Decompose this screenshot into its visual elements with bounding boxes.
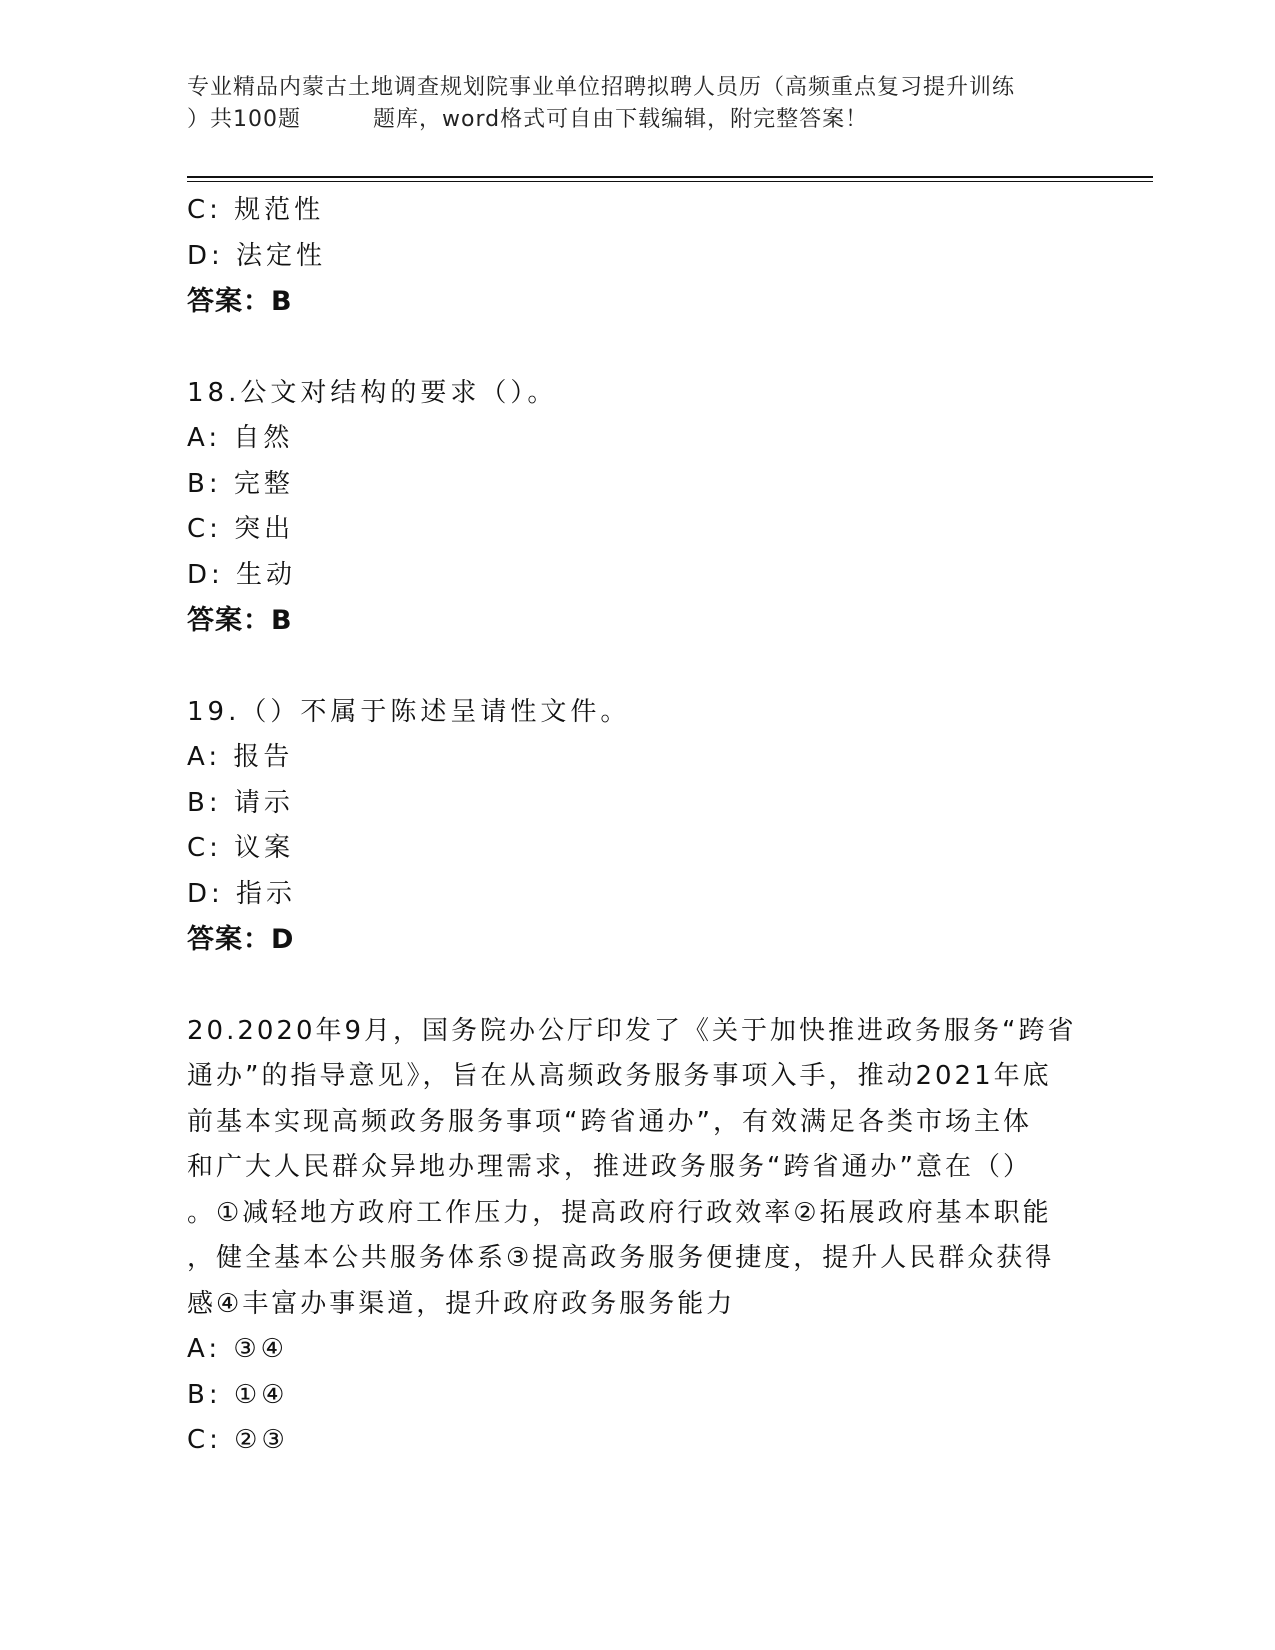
- option-d: D: 法定性: [187, 240, 327, 271]
- option-d: D: 指示: [187, 878, 297, 909]
- answer-line: 答案：B: [187, 605, 293, 636]
- answer-line: 答案：B: [187, 286, 293, 317]
- question-text: 19.（）不属于陈述呈请性文件。: [187, 696, 631, 727]
- question-text-line: 感④丰富办事渠道，提升政府政务服务能力: [187, 1288, 736, 1319]
- question-text: 18.公文对结构的要求（）。: [187, 377, 558, 408]
- question-block-19: [187, 690, 1087, 963]
- question-text-line: 和广大人民群众异地办理需求，推进政务服务“跨省通办”意在（）: [187, 1152, 1032, 1182]
- header-description: 题库，word格式可自由下载编辑，附完整答案！: [373, 107, 869, 132]
- header-title-line-2: [187, 104, 1087, 136]
- option-a: A: 自然: [187, 423, 294, 453]
- question-block-18: [187, 371, 1087, 644]
- question-text-line: 。①减轻地方政府工作压力，提高政府行政效率②拓展政府基本职能: [187, 1197, 1052, 1228]
- answer-line: 答案：D: [187, 924, 295, 955]
- question-block-17: [187, 188, 1087, 325]
- question-text-line: 通办”的指导意见》，旨在从高频政务服务事项入手，推动2021年底: [187, 1061, 1052, 1091]
- option-c: C: ②③: [187, 1425, 289, 1455]
- option-a: A: 报告: [187, 742, 294, 772]
- question-block-20: [187, 1009, 1087, 1464]
- option-d: D: 生动: [187, 559, 297, 590]
- header-title-line-1: 专业精品内蒙古土地调查规划院事业单位招聘拟聘人员历（高频重点复习提升训练: [187, 75, 1016, 100]
- option-c: C: 议案: [187, 833, 295, 863]
- option-a: A: ③④: [187, 1334, 288, 1364]
- question-text: [187, 1009, 1087, 1328]
- page-header: [187, 72, 1087, 136]
- option-b: B: ①④: [187, 1379, 289, 1410]
- header-question-count: ）共100题: [187, 107, 301, 132]
- header-divider-thin: [187, 181, 1153, 182]
- header-divider-thick: [187, 176, 1153, 178]
- question-text-line: 20.2020年9月，国务院办公厅印发了《关于加快推进政务服务“跨省: [187, 1015, 1077, 1046]
- option-c: C: 突出: [187, 514, 295, 544]
- question-text-line: 前基本实现高频政务服务事项“跨省通办”，有效满足各类市场主体: [187, 1106, 1032, 1137]
- option-b: B: 请示: [187, 787, 294, 818]
- question-text-line: ，健全基本公共服务体系③提高政务服务便捷度，提升人民群众获得: [187, 1243, 1055, 1273]
- option-b: B: 完整: [187, 468, 294, 499]
- question-content: [187, 188, 1087, 1464]
- option-c: C: 规范性: [187, 195, 325, 225]
